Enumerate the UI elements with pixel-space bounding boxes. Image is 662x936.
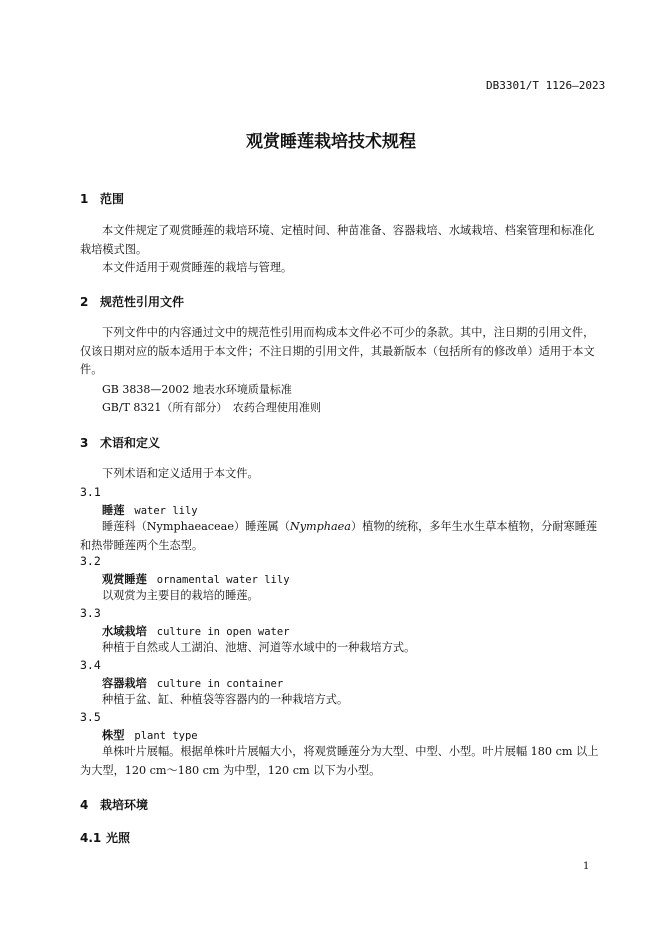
section-4-title: 栽培环境 bbox=[100, 798, 149, 812]
document-title: 观赏睡莲栽培技术规程 bbox=[246, 132, 416, 152]
term-definition-part: ）植物的统称，多年生水生草本植物，分耐寒睡莲和热带睡莲两个生态型。 bbox=[80, 520, 598, 552]
subsection-4-1-heading bbox=[80, 829, 130, 846]
section-2-paragraph: 下列文件中的内容通过文中的规范性引用而构成本文件必不可少的条款。其中，注日期的引用文件，仅该日期对应的版本适用于本文件；不注日期的引用文件，其最新版本（包括所有的修改单）适用于本文件。 bbox=[80, 326, 595, 376]
section-1-paragraph-1: 本文件规定了观赏睡莲的栽培环境、定植时间、种苗准备、容器栽培、水域栽培、档案管理和标准化栽培模式图。 bbox=[80, 224, 595, 256]
section-3-number: 3 bbox=[80, 436, 89, 450]
section-2-number: 2 bbox=[80, 295, 89, 309]
term-chinese-name: 株型 bbox=[102, 729, 125, 742]
section-4-number: 4 bbox=[80, 798, 89, 812]
term-english-name: culture in container bbox=[156, 678, 284, 690]
term-name bbox=[102, 675, 283, 691]
section-1-paragraph-2: 本文件适用于观赏睡莲的栽培与管理。 bbox=[102, 261, 293, 274]
section-4-heading bbox=[80, 796, 148, 813]
standard-number: DB3301/T 1126—2023 bbox=[486, 79, 606, 92]
term-definition: 种植于盆、缸、种植袋等容器内的一种栽培方式。 bbox=[102, 693, 349, 706]
term-definition: 以观赏为主要目的栽培的睡莲。 bbox=[102, 589, 259, 602]
term-english-name: culture in open water bbox=[156, 626, 290, 638]
subsection-4-1-title: 光照 bbox=[106, 831, 131, 845]
term-chinese-name: 睡莲 bbox=[102, 504, 125, 517]
term-chinese-name: 容器栽培 bbox=[102, 677, 147, 690]
section-1-heading bbox=[80, 190, 124, 207]
term-english-name: water lily bbox=[134, 505, 198, 517]
section-3-title: 术语和定义 bbox=[100, 436, 161, 450]
term-definition-part: 睡莲科（Nymphaeaceae）睡莲属（ bbox=[102, 520, 290, 533]
genus-name: Nymphaea bbox=[289, 520, 351, 533]
term-number: 3.3 bbox=[80, 606, 101, 620]
section-2-heading bbox=[80, 293, 184, 310]
term-name bbox=[102, 623, 290, 639]
term-number: 3.5 bbox=[80, 710, 101, 724]
subsection-4-1-number: 4.1 bbox=[80, 831, 102, 845]
term-english-name: ornamental water lily bbox=[156, 574, 290, 586]
term-english-name: plant type bbox=[134, 730, 198, 742]
page-number: 1 bbox=[583, 861, 590, 872]
section-1-number: 1 bbox=[80, 192, 89, 206]
section-2-title: 规范性引用文件 bbox=[100, 295, 185, 309]
reference-item: GB/T 8321（所有部分） 农药合理使用准则 bbox=[102, 401, 321, 414]
term-chinese-name: 观赏睡莲 bbox=[102, 573, 147, 586]
term-definition: 单株叶片展幅。根据单株叶片展幅大小，将观赏睡莲分为大型、中型、小型。叶片展幅 180 cm 以上为大型，120 cm～180 cm 为中型，120 cm 以下为小型。 bbox=[80, 745, 599, 777]
term-chinese-name: 水域栽培 bbox=[102, 625, 147, 638]
term-name bbox=[102, 727, 198, 743]
term-number: 3.2 bbox=[80, 554, 101, 568]
term-definition: 种植于自然或人工湖泊、池塘、河道等水域中的一种栽培方式。 bbox=[102, 641, 416, 654]
term-definition bbox=[80, 518, 602, 555]
section-1-title: 范围 bbox=[100, 192, 125, 206]
term-name bbox=[102, 571, 290, 587]
term-number: 3.4 bbox=[80, 658, 101, 672]
term-name bbox=[102, 502, 198, 518]
section-3-intro: 下列术语和定义适用于本文件。 bbox=[102, 467, 259, 480]
section-3-heading bbox=[80, 434, 160, 451]
reference-item: GB 3838—2002 地表水环境质量标准 bbox=[102, 383, 292, 396]
term-number: 3.1 bbox=[80, 485, 101, 499]
